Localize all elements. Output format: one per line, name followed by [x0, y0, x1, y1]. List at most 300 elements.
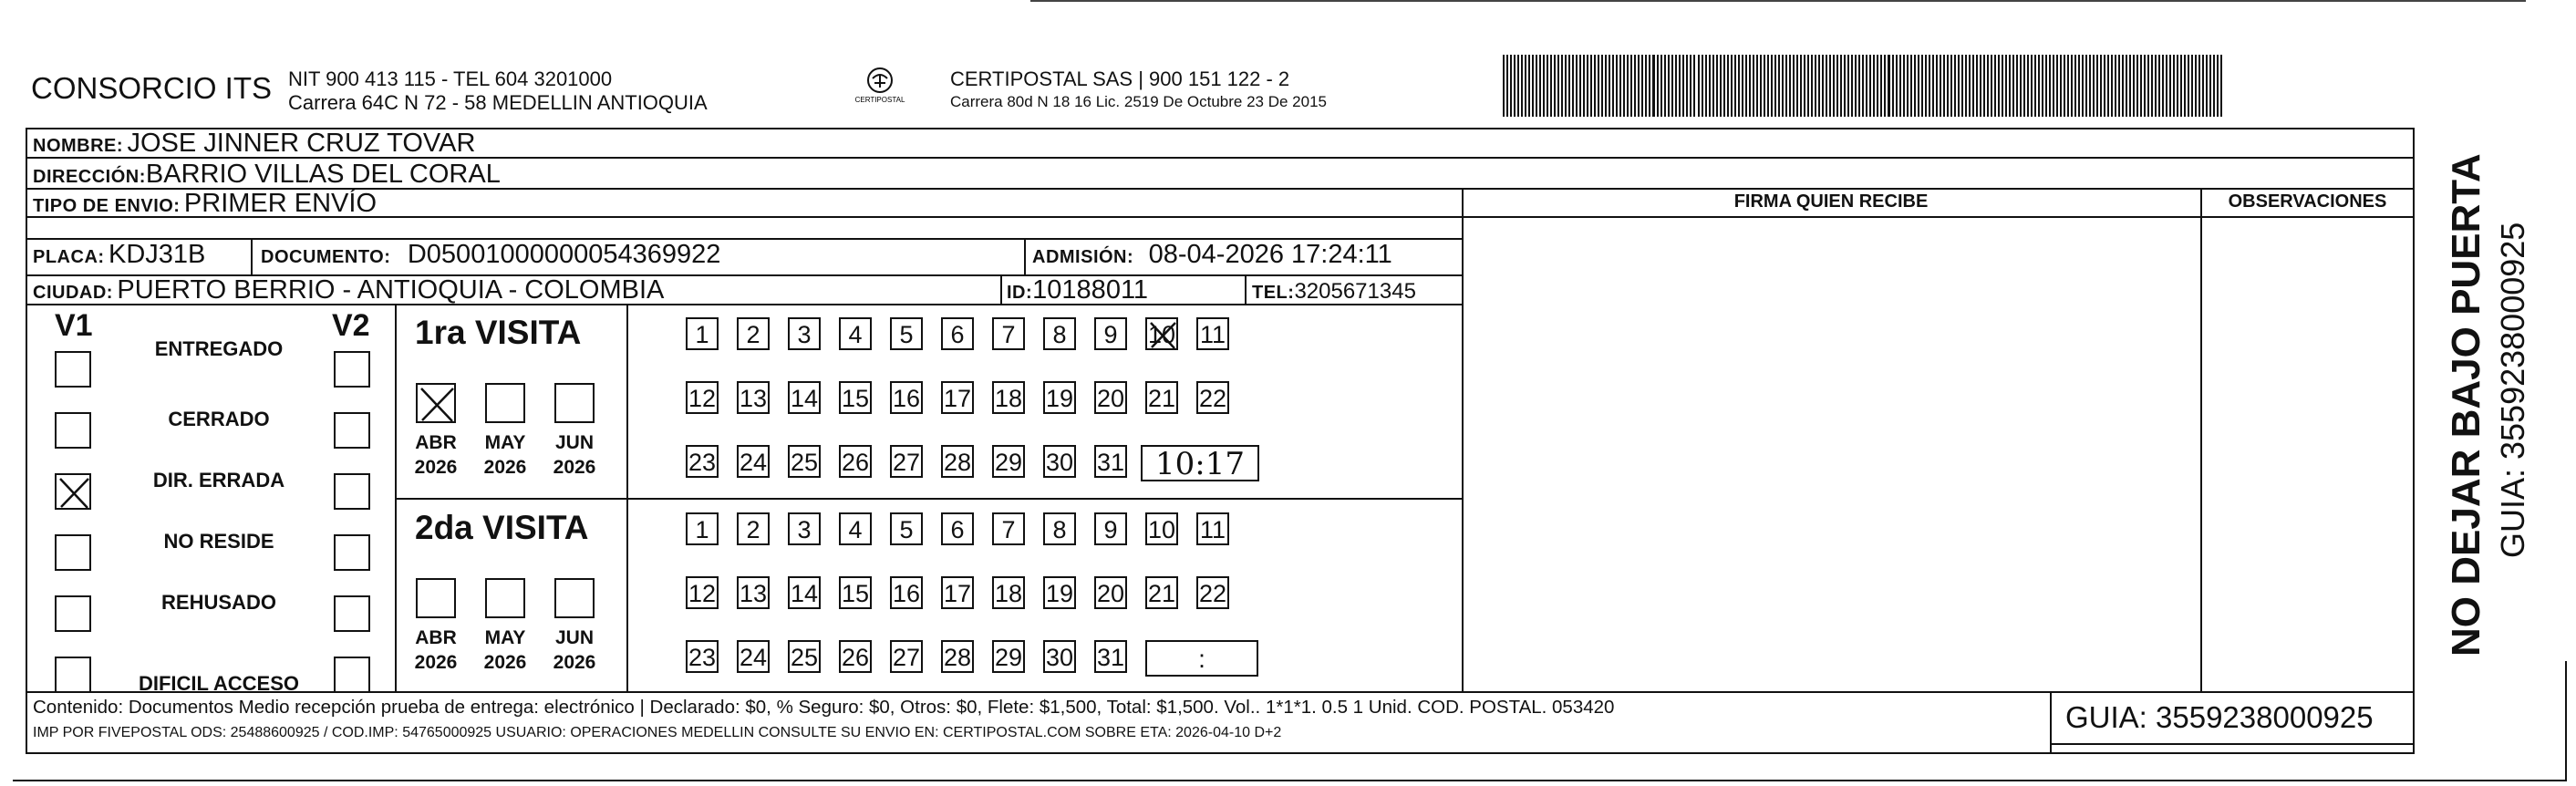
year-label: 2026: [483, 652, 527, 673]
barcode-bar: [2093, 55, 2095, 117]
day-box[interactable]: 21: [1145, 576, 1178, 609]
barcode-bar: [2122, 55, 2124, 117]
barcode-bar: [1716, 55, 1718, 117]
x-mark-icon: [418, 385, 458, 425]
barcode-bar: [1873, 55, 1875, 117]
barcode-bar: [2100, 55, 2102, 117]
barcode-bar: [1690, 55, 1691, 117]
v1-checkbox[interactable]: [55, 351, 91, 388]
v1-checkbox[interactable]: [55, 534, 91, 571]
barcode-bar: [2049, 55, 2051, 117]
visit-time-box[interactable]: 10:17: [1141, 445, 1259, 481]
barcode-bar: [2104, 55, 2105, 117]
barcode-bar: [1789, 55, 1791, 117]
barcode-bar: [1855, 55, 1857, 117]
barcode-bar: [1932, 55, 1934, 117]
barcode: [1503, 55, 2228, 117]
barcode-bar: [2064, 55, 2065, 117]
day-box[interactable]: 19: [1043, 381, 1076, 414]
day-box[interactable]: 10: [1145, 512, 1178, 545]
barcode-bar: [1811, 55, 1813, 117]
documento-field: [261, 240, 720, 270]
day-box[interactable]: 3: [788, 512, 821, 545]
direccion-label: DIRECCIÓN:: [33, 167, 146, 187]
month-label: MAY: [484, 627, 526, 648]
barcode-bar: [1785, 55, 1787, 117]
barcode-bar: [2005, 55, 2007, 117]
day-box[interactable]: 27: [890, 640, 923, 673]
barcode-bar: [1818, 55, 1820, 117]
year-label: 2026: [553, 457, 596, 478]
day-box[interactable]: 23: [686, 445, 719, 478]
barcode-bar: [2166, 55, 2167, 117]
barcode-bar: [2067, 55, 2069, 117]
barcode-bar: [2191, 55, 2193, 117]
barcode-bar: [2020, 55, 2022, 117]
barcode-bar: [1771, 55, 1773, 117]
day-box[interactable]: 17: [941, 576, 974, 609]
day-box[interactable]: 20: [1094, 381, 1127, 414]
barcode-bar: [1686, 55, 1688, 117]
barcode-bar: [1793, 55, 1795, 117]
documento-value: D05001000000054369922: [407, 240, 721, 269]
barcode-bar: [1983, 55, 1985, 117]
barcode-bar: [1619, 55, 1621, 117]
day-box[interactable]: 1: [686, 512, 719, 545]
day-box[interactable]: 18: [992, 381, 1025, 414]
barcode-bar: [1880, 55, 1882, 117]
barcode-bar: [1554, 55, 1556, 117]
barcode-bar: [2089, 55, 2091, 117]
barcode-bar: [1910, 55, 1912, 117]
barcode-bar: [1760, 55, 1762, 117]
barcode-bar: [1675, 55, 1677, 117]
svg-text:CERTIPOSTAL: CERTIPOSTAL: [854, 96, 905, 104]
day-box[interactable]: 7: [992, 512, 1025, 545]
barcode-bar: [1568, 55, 1570, 117]
admision-divider: [1024, 238, 1026, 274]
barcode-bar: [1954, 55, 1956, 117]
barcode-bar: [1958, 55, 1960, 117]
barcode-bar: [1521, 55, 1523, 117]
barcode-bar: [1815, 55, 1816, 117]
v2-checkbox[interactable]: [334, 534, 370, 571]
barcode-bar: [2060, 55, 2062, 117]
barcode-bar: [1723, 55, 1725, 117]
barcode-bar: [2209, 55, 2211, 117]
barcode-bar: [1940, 55, 1941, 117]
barcode-bar: [2198, 55, 2200, 117]
day-box[interactable]: 29: [992, 445, 1025, 478]
day-box[interactable]: 24: [737, 445, 770, 478]
placa-value: KDJ31B: [109, 240, 206, 269]
month-label: JUN: [554, 432, 594, 453]
day-box[interactable]: 6: [941, 512, 974, 545]
month-checkbox[interactable]: [485, 383, 525, 423]
right-edge-line: [2565, 661, 2567, 781]
visit-title: 2da VISITA: [415, 509, 589, 546]
barcode-bar: [2016, 55, 2018, 117]
barcode-bar: [2129, 55, 2131, 117]
barcode-bar: [1547, 55, 1548, 117]
barcode-bar: [1517, 55, 1519, 117]
barcode-bar: [2009, 55, 2011, 117]
barcode-bar: [1749, 55, 1751, 117]
barcode-bar: [1851, 55, 1853, 117]
day-box[interactable]: 30: [1043, 640, 1076, 673]
barcode-bar: [1536, 55, 1537, 117]
day-box[interactable]: 31: [1094, 640, 1127, 673]
barcode-bar: [1745, 55, 1747, 117]
tipo-value: PRIMER ENVÍO: [183, 189, 378, 218]
day-box[interactable]: 30: [1043, 445, 1076, 478]
barcode-bar: [1899, 55, 1901, 117]
barcode-bar: [1822, 55, 1824, 117]
barcode-bar: [1903, 55, 1905, 117]
day-box[interactable]: 4: [839, 317, 872, 350]
day-box[interactable]: 2: [737, 512, 770, 545]
month-checkbox[interactable]: [554, 578, 595, 618]
barcode-bar: [1660, 55, 1662, 117]
barcode-bar: [2169, 55, 2171, 117]
day-box[interactable]: 9: [1094, 317, 1127, 350]
placa-divider: [251, 238, 253, 274]
barcode-bar: [1858, 55, 1860, 117]
barcode-bar: [1796, 55, 1798, 117]
barcode-bar: [2206, 55, 2208, 117]
barcode-bar: [1668, 55, 1670, 117]
barcode-bar: [1929, 55, 1930, 117]
barcode-bar: [1862, 55, 1864, 117]
firma-header: FIRMA QUIEN RECIBE: [1733, 191, 1929, 212]
day-box[interactable]: 11: [1196, 512, 1229, 545]
barcode-bar: [1587, 55, 1588, 117]
day-box[interactable]: 12: [686, 576, 719, 609]
admision-value: 08-04-2026 17:24:11: [1148, 240, 1392, 269]
status-option-label: CERRADO: [168, 408, 270, 430]
barcode-bar: [1720, 55, 1722, 117]
barcode-bar: [1731, 55, 1733, 117]
barcode-bar: [1698, 55, 1700, 117]
day-box[interactable]: 15: [839, 576, 872, 609]
barcode-bar: [2155, 55, 2157, 117]
day-box[interactable]: 10: [1145, 317, 1178, 350]
carrier-line2: Carrera 80d N 18 16 Lic. 2519 De Octubre 23 De 2015: [950, 93, 1327, 110]
barcode-bar: [1612, 55, 1614, 117]
id-field: [1007, 275, 1148, 305]
barcode-bar: [2012, 55, 2014, 117]
barcode-bar: [2151, 55, 2153, 117]
barcode-bar: [2002, 55, 2003, 117]
day-box[interactable]: 1: [686, 317, 719, 350]
barcode-bar: [2111, 55, 2113, 117]
barcode-bar: [2096, 55, 2098, 117]
barcode-bar: [1961, 55, 1963, 117]
barcode-bar: [2056, 55, 2058, 117]
status-option-label: DIR. ERRADA: [152, 469, 285, 491]
admision-label: ADMISIÓN:: [1032, 247, 1134, 267]
barcode-bar: [1921, 55, 1923, 117]
footer-imp-line: IMP POR FIVEPOSTAL ODS: 25488600925 / COD.IMP: 54765000925 USUARIO: OPERACIONES MEDELLIN CONSULTE SU ENVIO EN: CERTIPOSTAL.COM SOBRE ETA: 2026-04-10 D+2: [33, 725, 1282, 740]
year-label: 2026: [414, 457, 458, 478]
day-box[interactable]: 22: [1196, 576, 1229, 609]
barcode-bar: [1969, 55, 1971, 117]
barcode-bar: [2184, 55, 2186, 117]
day-box[interactable]: 5: [890, 512, 923, 545]
v1-checkbox[interactable]: [55, 412, 91, 449]
month-label: MAY: [484, 432, 526, 453]
carrier-line1: CERTIPOSTAL SAS | 900 151 122 - 2: [950, 67, 1290, 90]
footer-top-line: [26, 691, 2415, 693]
v2-checkbox[interactable]: [334, 351, 370, 388]
barcode-bar: [1514, 55, 1516, 117]
admision-field: [1032, 240, 1392, 270]
barcode-bar: [1506, 55, 1508, 117]
month-checkbox[interactable]: [554, 383, 595, 423]
placa-field: [33, 240, 205, 270]
barcode-bar: [1947, 55, 1949, 117]
direccion-field: [33, 160, 501, 190]
day-box[interactable]: 3: [788, 317, 821, 350]
day-box[interactable]: 4: [839, 512, 872, 545]
barcode-bar: [2158, 55, 2160, 117]
barcode-bar: [1774, 55, 1776, 117]
barcode-bar: [1503, 55, 1505, 117]
barcode-bar: [1807, 55, 1809, 117]
sender-line2: Carrera 64C N 72 - 58 MEDELLIN ANTIOQUIA: [288, 91, 708, 114]
barcode-bar: [1914, 55, 1916, 117]
nombre-field: [33, 129, 475, 159]
barcode-bar: [2180, 55, 2182, 117]
side-guia: GUIA: 3559238000925: [2494, 222, 2531, 558]
status-divider: [395, 304, 397, 691]
barcode-bar: [1826, 55, 1827, 117]
v2-checkbox[interactable]: [334, 473, 370, 510]
day-box[interactable]: 5: [890, 317, 923, 350]
barcode-bar: [2042, 55, 2043, 117]
barcode-bar: [2023, 55, 2025, 117]
barcode-bar: [1693, 55, 1695, 117]
barcode-bar: [2053, 55, 2054, 117]
year-label: 2026: [553, 652, 596, 673]
id-label: ID:: [1007, 283, 1033, 303]
barcode-bar: [1896, 55, 1898, 117]
barcode-bar: [1727, 55, 1729, 117]
v2-checkbox[interactable]: [334, 595, 370, 632]
barcode-bar: [1605, 55, 1607, 117]
barcode-bar: [2147, 55, 2149, 117]
barcode-bar: [2140, 55, 2142, 117]
day-box[interactable]: 28: [941, 640, 974, 673]
obs-col-divider: [2200, 188, 2202, 691]
barcode-bar: [2118, 55, 2120, 117]
barcode-bar: [1652, 55, 1655, 117]
day-box[interactable]: 8: [1043, 317, 1076, 350]
firma-col-divider: [1462, 188, 1464, 691]
barcode-bar: [1630, 55, 1632, 117]
day-box[interactable]: 21: [1145, 381, 1178, 414]
barcode-bar: [1936, 55, 1938, 117]
footer-guia-bottom: [2050, 743, 2415, 745]
day-box[interactable]: 27: [890, 445, 923, 478]
day-box[interactable]: 14: [788, 576, 821, 609]
barcode-bar: [1539, 55, 1541, 117]
barcode-bar: [1965, 55, 1967, 117]
day-box[interactable]: 18: [992, 576, 1025, 609]
barcode-bar: [2038, 55, 2040, 117]
barcode-bar: [1847, 55, 1849, 117]
barcode-bar: [2202, 55, 2204, 117]
barcode-bar: [1641, 55, 1643, 117]
day-box[interactable]: 26: [839, 445, 872, 478]
barcode-bar: [1844, 55, 1846, 117]
barcode-bar: [2220, 55, 2222, 117]
day-box[interactable]: 26: [839, 640, 872, 673]
barcode-bar: [1976, 55, 1978, 117]
barcode-bar: [1525, 55, 1526, 117]
barcode-bar: [1594, 55, 1596, 117]
barcode-bar: [2078, 55, 2080, 117]
barcode-bar: [1950, 55, 1952, 117]
barcode-bar: [2027, 55, 2029, 117]
top-edge-line: [1030, 0, 2526, 2]
day-box[interactable]: 15: [839, 381, 872, 414]
barcode-bar: [1649, 55, 1650, 117]
tipo-label: TIPO DE ENVIO:: [33, 196, 181, 216]
day-box[interactable]: 9: [1094, 512, 1127, 545]
month-label: JUN: [554, 627, 594, 648]
side-warning: NO DEJAR BAJO PUERTA: [2444, 153, 2488, 657]
day-box[interactable]: 12: [686, 381, 719, 414]
ciudad-value: PUERTO BERRIO - ANTIOQUIA - COLOMBIA: [117, 275, 665, 305]
day-box[interactable]: 16: [890, 381, 923, 414]
barcode-bar: [1836, 55, 1838, 117]
barcode-bar: [1601, 55, 1603, 117]
barcode-bar: [2136, 55, 2138, 117]
day-box[interactable]: 29: [992, 640, 1025, 673]
month-checkbox[interactable]: [416, 383, 456, 423]
barcode-bar: [2217, 55, 2219, 117]
barcode-bar: [1994, 55, 1996, 117]
tel-divider: [1245, 274, 1247, 304]
v1-checkbox[interactable]: [55, 595, 91, 632]
barcode-bar: [1753, 55, 1754, 117]
row-line: [395, 498, 1462, 500]
barcode-bar: [1510, 55, 1512, 117]
day-box[interactable]: 17: [941, 381, 974, 414]
certipostal-logo: [853, 66, 907, 109]
barcode-bar: [2071, 55, 2073, 117]
barcode-bar: [1918, 55, 1919, 117]
day-box[interactable]: 8: [1043, 512, 1076, 545]
barcode-bar: [2085, 55, 2087, 117]
footer-content-line: Contenido: Documentos Medio recepción prueba de entrega: electrónico | Declarado: $0, % Seguro: $0, Otros: $0, Flete: $1,500, Total: $1,500. Vol.. 1*1*1. 0.5 1 Unid. COD. POSTAL. 053420: [33, 697, 1615, 718]
v2-label: V2: [332, 308, 370, 343]
day-box[interactable]: 23: [686, 640, 719, 673]
barcode-bar: [1972, 55, 1974, 117]
day-box[interactable]: 20: [1094, 576, 1127, 609]
barcode-bar: [1561, 55, 1563, 117]
barcode-bar: [1679, 55, 1681, 117]
barcode-bar: [1550, 55, 1552, 117]
barcode-bar: [2162, 55, 2164, 117]
day-box[interactable]: 13: [737, 576, 770, 609]
barcode-bar: [1638, 55, 1640, 117]
v1-checkbox[interactable]: [55, 473, 91, 510]
tel-field: [1252, 279, 1416, 305]
barcode-bar: [1866, 55, 1867, 117]
day-box[interactable]: 25: [788, 445, 821, 478]
barcode-bar: [1572, 55, 1574, 117]
day-box[interactable]: 28: [941, 445, 974, 478]
day-box[interactable]: 16: [890, 576, 923, 609]
month-label: ABR: [415, 627, 457, 648]
barcode-bar: [1987, 55, 1989, 117]
day-box[interactable]: 14: [788, 381, 821, 414]
month-checkbox[interactable]: [485, 578, 525, 618]
barcode-bar: [1664, 55, 1666, 117]
v2-checkbox[interactable]: [334, 412, 370, 449]
status-option-label: ENTREGADO: [154, 337, 284, 360]
barcode-bar: [1609, 55, 1610, 117]
barcode-bar: [1778, 55, 1780, 117]
barcode-bar: [1884, 55, 1886, 117]
barcode-bar: [2177, 55, 2178, 117]
v1-checkbox[interactable]: [55, 657, 91, 693]
barcode-bar: [1702, 55, 1703, 117]
barcode-bar: [1998, 55, 2000, 117]
month-checkbox[interactable]: [416, 578, 456, 618]
month-label: ABR: [415, 432, 457, 453]
barcode-bar: [1833, 55, 1835, 117]
barcode-bar: [2107, 55, 2109, 117]
x-mark-icon: [1147, 319, 1180, 352]
barcode-bar: [1991, 55, 1992, 117]
day-box[interactable]: 19: [1043, 576, 1076, 609]
day-box[interactable]: 22: [1196, 381, 1229, 414]
day-box[interactable]: 25: [788, 640, 821, 673]
nombre-label: NOMBRE:: [33, 136, 124, 156]
row-line: [26, 216, 2415, 218]
barcode-bar: [1557, 55, 1559, 117]
day-box[interactable]: 24: [737, 640, 770, 673]
barcode-bar: [2213, 55, 2215, 117]
nombre-value: JOSE JINNER CRUZ TOVAR: [127, 129, 476, 158]
barcode-bar: [1767, 55, 1769, 117]
day-box[interactable]: 11: [1196, 317, 1229, 350]
day-box[interactable]: 31: [1094, 445, 1127, 478]
barcode-bar: [2074, 55, 2076, 117]
tel-value: 3205671345: [1294, 279, 1416, 304]
placa-label: PLACA:: [33, 247, 105, 267]
day-box[interactable]: 6: [941, 317, 974, 350]
barcode-bar: [1925, 55, 1927, 117]
barcode-bar: [2188, 55, 2189, 117]
ciudad-label: CIUDAD:: [33, 283, 113, 303]
barcode-bar: [1645, 55, 1647, 117]
barcode-bar: [1579, 55, 1581, 117]
day-box[interactable]: 13: [737, 381, 770, 414]
visit-time-box[interactable]: :: [1145, 640, 1258, 677]
bottom-frame-line: [13, 780, 2566, 781]
day-box[interactable]: 7: [992, 317, 1025, 350]
x-mark-icon: [57, 475, 93, 512]
barcode-bar: [1616, 55, 1618, 117]
day-box[interactable]: 2: [737, 317, 770, 350]
barcode-bar: [1869, 55, 1871, 117]
status-option-label: DIFICIL ACCESO: [138, 672, 299, 695]
v2-checkbox[interactable]: [334, 657, 370, 693]
